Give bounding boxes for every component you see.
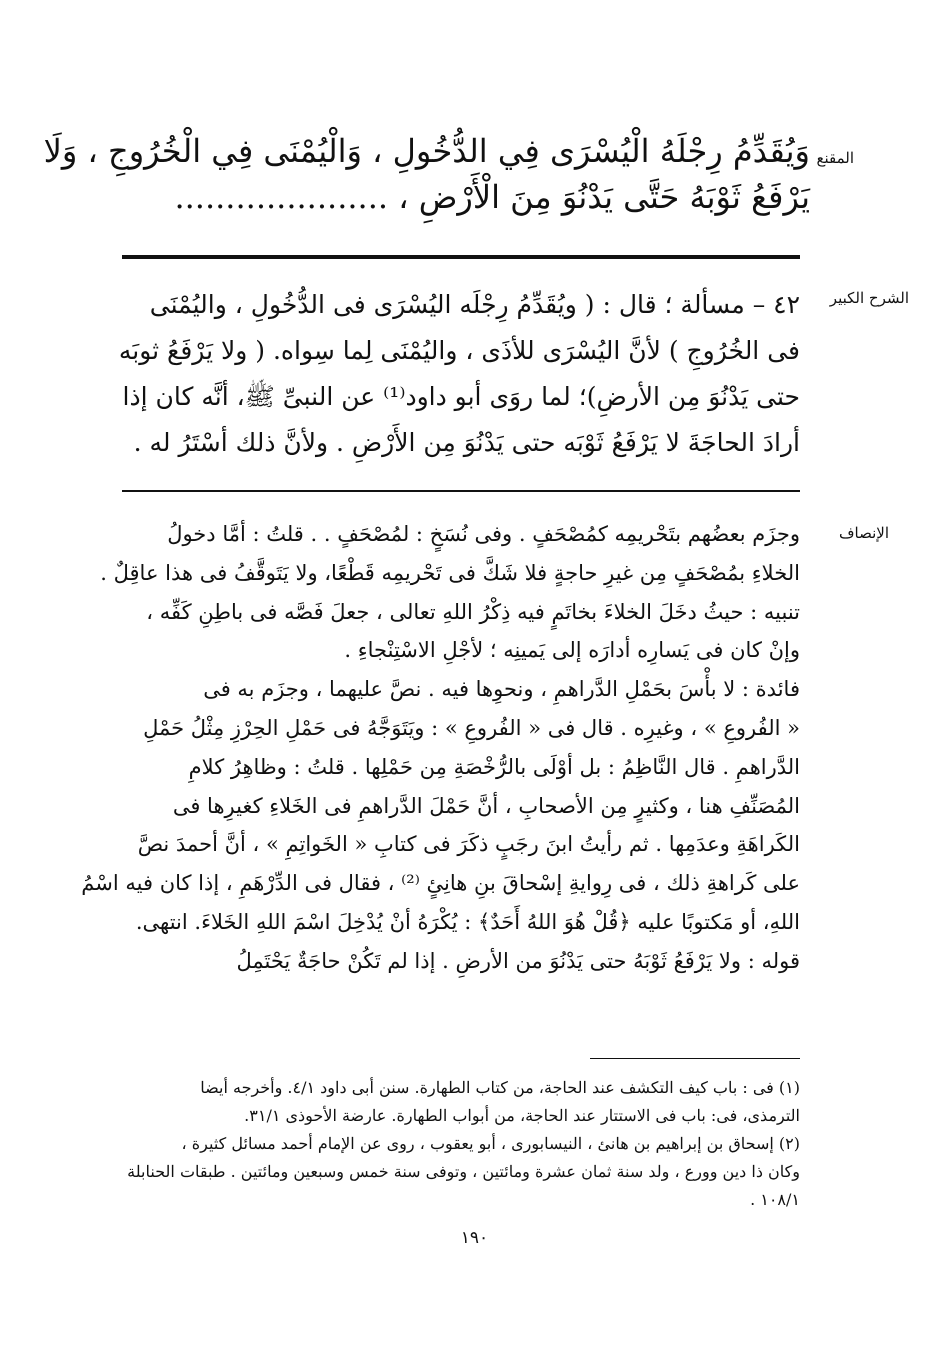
section-label-insaf: الإنصاف	[838, 524, 889, 542]
sharh-line: فى الخُرُوجِ ) لأنَّ اليُسْرَى للأذَى ، واليُمْنَى لِما سِواه. ( ولا يَرْفَعُ ثوبَه	[118, 336, 800, 365]
sharh-text	[120, 282, 800, 466]
section-label-muqni: المقنع	[816, 149, 854, 167]
section-divider	[122, 490, 800, 492]
insaf-line: وجزَم بعضُهم بتَحْريمِه كمُصْحَفٍ . وفى نُسَخٍ : لمُصْحَفٍ . . قلتُ : أمَّا دخولُ	[167, 522, 800, 546]
insaf-line: على كَراهةِ ذلك ، فى رِوايةِ إسْحاقَ بنِ هانِئٍ ⁽²⁾ ، فقال فى الدِّرْهَمِ ، إذا كان فيه اسْمُ	[81, 871, 800, 896]
insaf-line: الكَراهَةِ وعدَمِها . ثم رأيتُ ابنَ رجَبٍ ذكَرَ فى كتابِ « الخَواتِمِ » ، أنَّ أحمدَ نصَّ	[137, 832, 800, 857]
sharh-line: أرادَ الحاجَةَ لا يَرْفَعُ ثَوْبَه حتى يَدْنُوَ مِن الأَرْضِ . ولأنَّ ذلك أسْتَرُ له .	[133, 428, 800, 457]
insaf-text	[81, 515, 800, 981]
sharh-line: ٤٢ – مسألة ؛ قال : ( ويُقَدِّمُ رِجْلَه اليُسْرَى فى الدُّخُولِ ، واليُمْنَى	[149, 290, 800, 319]
matn-line: يَرْفَعُ ثَوْبَهُ حَتَّى يَدْنُوَ مِنَ الْأَرْضِ ، .....................	[174, 178, 810, 216]
footnote-line: (٢) إسحاق بن إبراهيم بن هانئ ، النيسابورى ، أبو يعقوب ، روى عن الإمام أحمد مسائل كثيرة ،	[181, 1134, 800, 1153]
insaf-line: وإنْ كان فى يَسارِه أدارَه إلى يَمينِه ؛ لأجْلِ الاسْتِنْجاءِ .	[344, 638, 800, 663]
matn-line: وَيُقَدِّمُ رِجْلَهُ الْيُسْرَى فِي الدُّخُولِ ، وَالْيُمْنَى فِي الْخُرُوجِ ، وَلَا	[43, 132, 810, 170]
page-number: ١٩٠	[460, 1228, 489, 1248]
footnote-line: ١٠٨/١ .	[750, 1190, 800, 1209]
insaf-line: تنبيه : حيثُ دخَلَ الخلاءَ بخاتَمٍ فيه ذِكْرُ اللهِ تعالى ، جعلَ فَصَّه فى باطِنِ كَفِّه ،	[146, 599, 800, 624]
section-label-sharh: الشرح الكبير	[829, 289, 909, 307]
insaf-line: « الفُروعِ » ، وغيرِه . قال فى « الفُروعِ » : ويَتَوَجَّهُ فى حَمْلِ الحِرْزِ مِثْلُ حَمْلِ	[143, 715, 800, 740]
insaf-line: الدَّراهمِ . قال النَّاظِمُ : بل أوْلَى بالرُّخْصَةِ مِن حَمْلِها . قلتُ : وظاهِرُ كلامِ	[188, 754, 800, 779]
footnote-divider	[590, 1058, 800, 1059]
matn-text	[43, 128, 810, 220]
insaf-line: الخلاءِ بمُصْحَفٍ مِن غيرِ حاجةٍ فلا شَكَّ فى تَحْريمِه قَطْعًا، ولا يَتَوقَّفُ فى هذا عاقِلٌ .	[100, 560, 800, 585]
insaf-line: قوله : ولا يَرْفَعُ ثَوْبَهُ حتى يَدْنُوَ من الأرضِ . إذا لم تَكُنْ حاجَةٌ يَحْتَمِلُ	[236, 948, 800, 973]
section-divider	[122, 255, 800, 259]
footnote-line: الترمذى، فى: باب فى الاستتار عند الحاجة، من أبواب الطهارة. عارضة الأحوذى ٣١/١.	[244, 1106, 800, 1125]
insaf-line: اللهِ، أو مَكتوبًا عليه ﴿قُلْ هُوَ اللهُ أَحَدٌ﴾ : يُكْرَهُ أنْ يُدْخِلَ اسْمَ اللهِ الخَلاءَ. انتهى.	[135, 909, 800, 934]
sharh-line: حتى يَدْنُوَ مِن الأرضِ)؛ لما روَى أبو داود⁽¹⁾ عن النبىِّ ﷺ، أنَّه كان إذا	[122, 382, 800, 411]
footnote-line: وكان ذا دين وورع ، ولد سنة ثمان عشرة ومائتين ، وتوفى سنة خمس وسبعين ومائتين . طبقات الحنابلة	[127, 1162, 800, 1181]
footnote-line: (١) فى : باب كيف التكشف عند الحاجة، من كتاب الطهارة. سنن أبى داود ٤/١. وأخرجه أيضا	[200, 1078, 800, 1097]
insaf-line: فائدة : لا بأْسَ بحَمْلِ الدَّراهمِ ، ونحوِها فيه . نصَّ عليهما ، وجزَم به فى	[203, 677, 800, 702]
insaf-line: المُصَنِّفِ هنا ، وكثيرٍ مِن الأصحابِ ، أنَّ حَمْلَ الدَّراهمِ فى الخَلاءِ كغيرِها فى	[172, 793, 800, 818]
footnotes	[118, 1074, 800, 1214]
